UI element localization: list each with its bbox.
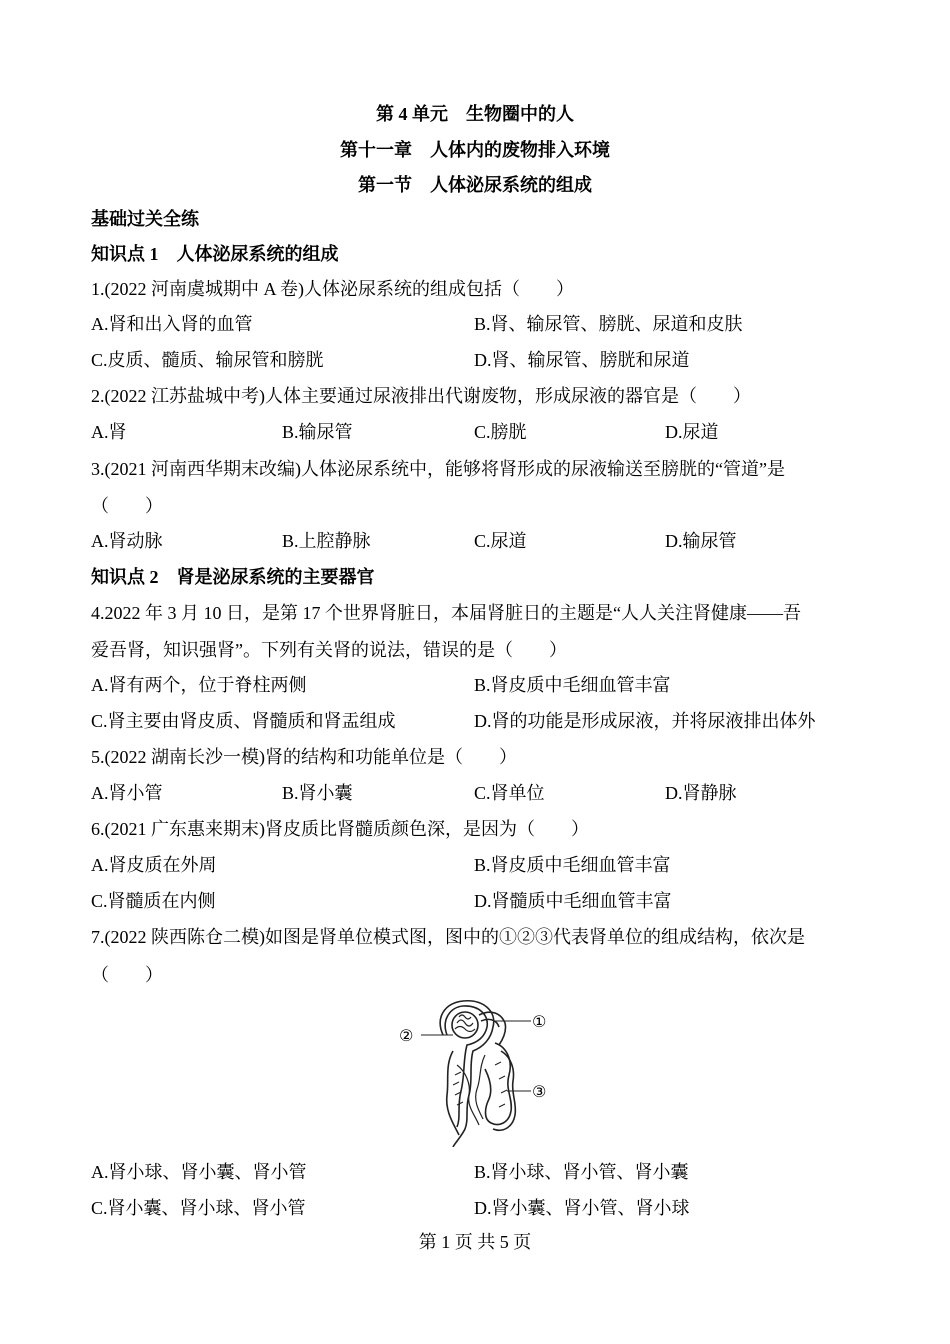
basic-heading: 基础过关全练 (91, 209, 199, 229)
question-2-option-c: C.膀胱 (474, 422, 527, 442)
question-7-stem-line1: 7.(2022 陕西陈仓二模)如图是肾单位模式图，图中的①②③代表肾单位的组成结构，依次是 (91, 927, 805, 947)
question-6-option-a: A.肾皮质在外周 (91, 855, 217, 875)
question-7-option-d: D.肾小囊、肾小管、肾小球 (474, 1198, 690, 1218)
question-7-option-b: B.肾小球、肾小管、肾小囊 (474, 1162, 689, 1182)
question-2-option-a: A.肾 (91, 422, 127, 442)
question-2-option-b: B.输尿管 (282, 422, 353, 442)
question-4-stem-line1: 4.2022 年 3 月 10 日，是第 17 个世界肾脏日，本届肾脏日的主题是“人人关注肾健康——吾 (91, 603, 801, 623)
question-4-option-b: B.肾皮质中毛细血管丰富 (474, 675, 671, 695)
question-3-option-b: B.上腔静脉 (282, 531, 371, 551)
knowledge-point-2: 知识点 2 肾是泌尿系统的主要器官 (91, 567, 375, 587)
question-3-option-d: D.输尿管 (665, 531, 737, 551)
question-5-option-c: C.肾单位 (474, 783, 545, 803)
figure-label-2: ② (399, 1026, 414, 1045)
question-2-stem: 2.(2022 江苏盐城中考)人体主要通过尿液排出代谢废物，形成尿液的器官是（ ） (91, 386, 751, 406)
question-6-option-d: D.肾髓质中毛细血管丰富 (474, 891, 672, 911)
figure-label-1: ① (532, 1012, 547, 1031)
question-4-option-a: A.肾有两个，位于脊柱两侧 (91, 675, 307, 695)
question-3-option-a: A.肾动脉 (91, 531, 163, 551)
question-7-option-c: C.肾小囊、肾小球、肾小管 (91, 1198, 306, 1218)
question-4-option-c: C.肾主要由肾皮质、肾髓质和肾盂组成 (91, 711, 396, 731)
question-5-option-b: B.肾小囊 (282, 783, 353, 803)
question-7-option-a: A.肾小球、肾小囊、肾小管 (91, 1162, 307, 1182)
question-2-option-d: D.尿道 (665, 422, 719, 442)
question-4-option-d: D.肾的功能是形成尿液，并将尿液排出体外 (474, 711, 816, 731)
question-6-option-c: C.肾髓质在内侧 (91, 891, 216, 911)
question-3-option-c: C.尿道 (474, 531, 527, 551)
question-5-stem: 5.(2022 湖南长沙一模)肾的结构和功能单位是（ ） (91, 747, 517, 767)
nephron-diagram (395, 995, 555, 1147)
question-6-option-b: B.肾皮质中毛细血管丰富 (474, 855, 671, 875)
question-5-option-d: D.肾静脉 (665, 783, 737, 803)
figure-label-3: ③ (532, 1082, 547, 1101)
knowledge-point-1: 知识点 1 人体泌尿系统的组成 (91, 244, 339, 264)
section-title: 第一节 人体泌尿系统的组成 (358, 175, 592, 195)
nephron-drawing (440, 1001, 515, 1147)
question-6-stem: 6.(2021 广东惠来期末)肾皮质比肾髓质颜色深，是因为（ ） (91, 819, 589, 839)
question-1-option-d: D.肾、输尿管、膀胱和尿道 (474, 350, 690, 370)
question-1-option-c: C.皮质、髓质、输尿管和膀胱 (91, 350, 324, 370)
question-7-stem-line2: （ ） (91, 965, 163, 985)
question-1-option-a: A.肾和出入肾的血管 (91, 314, 253, 334)
question-1-stem: 1.(2022 河南虞城期中 A 卷)人体泌尿系统的组成包括（ ） (91, 279, 574, 299)
question-3-stem-line2: （ ） (91, 496, 163, 516)
question-5-option-a: A.肾小管 (91, 783, 163, 803)
unit-title: 第 4 单元 生物圈中的人 (376, 104, 574, 124)
question-3-stem-line1: 3.(2021 河南西华期末改编)人体泌尿系统中，能够将肾形成的尿液输送至膀胱的“管道”是 (91, 459, 785, 479)
page-footer: 第 1 页 共 5 页 (418, 1232, 532, 1252)
question-1-option-b: B.肾、输尿管、膀胱、尿道和皮肤 (474, 314, 743, 334)
chapter-title: 第十一章 人体内的废物排入环境 (340, 140, 610, 160)
question-4-stem-line2: 爱吾肾，知识强肾”。下列有关肾的说法，错误的是（ ） (91, 640, 567, 660)
